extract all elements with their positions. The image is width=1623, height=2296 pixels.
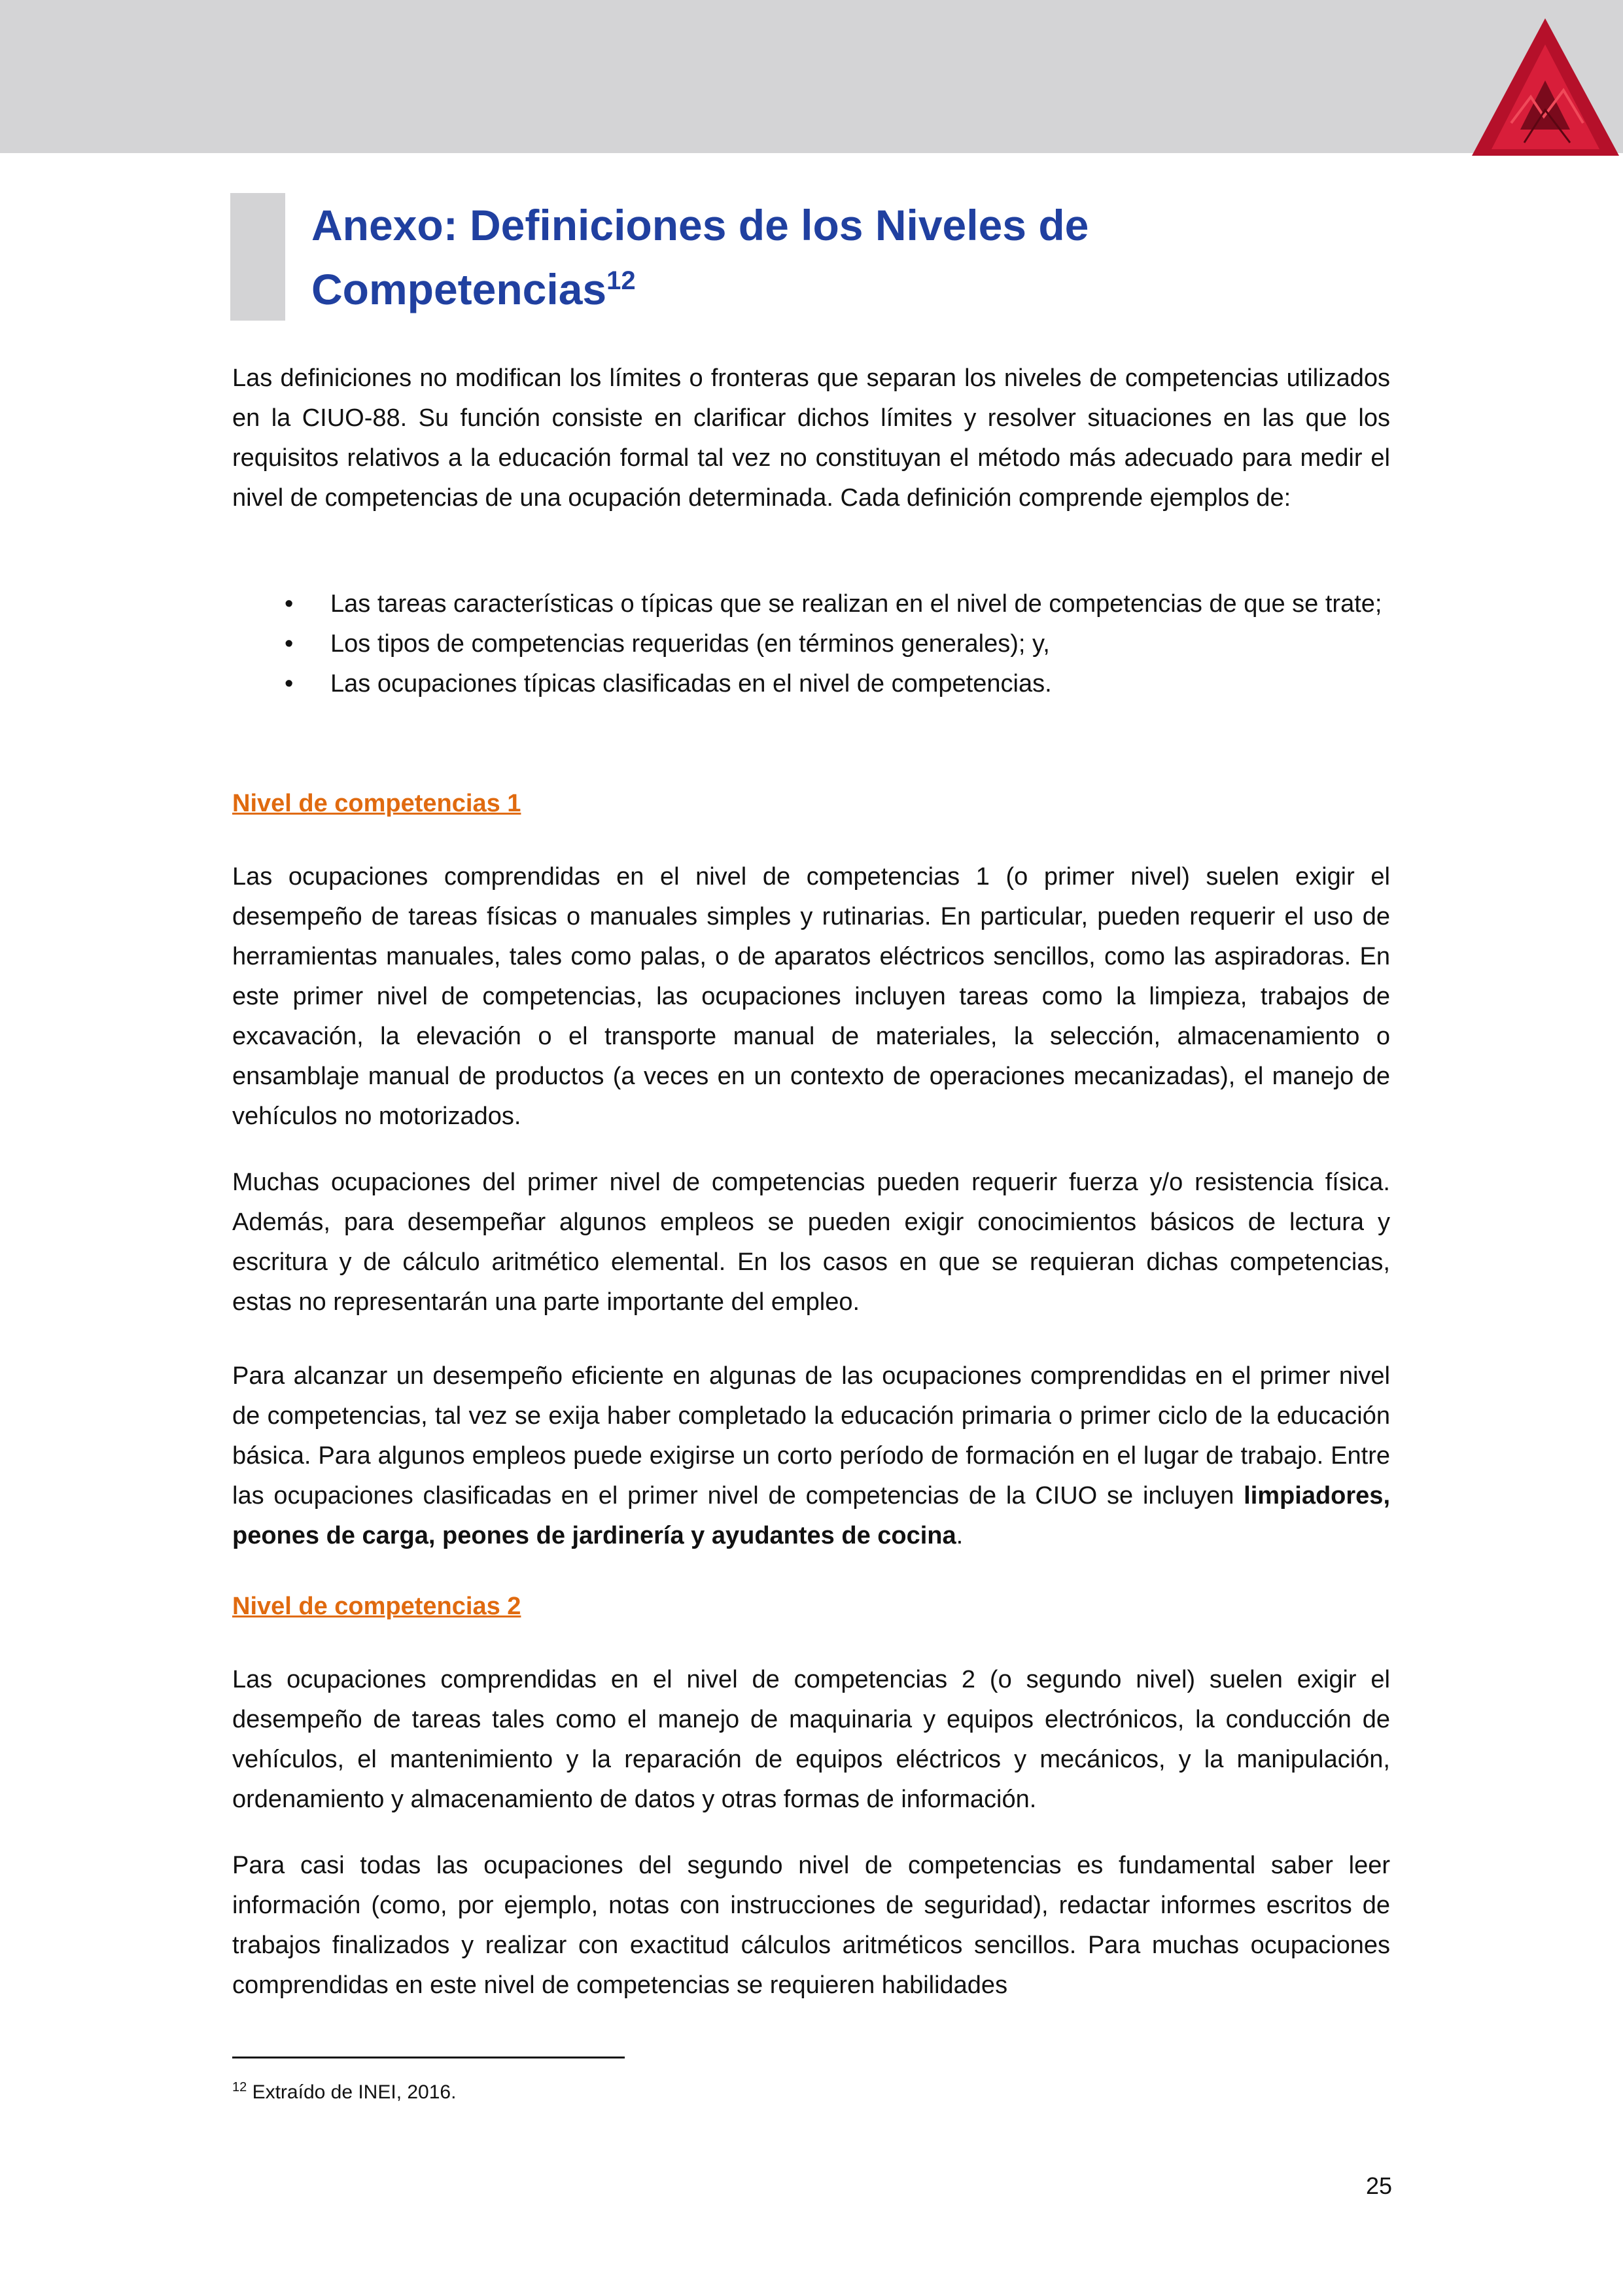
level-2-paragraph-2: Para casi todas las ocupaciones del segundo nivel de competencias es fundamental saber leer información (como, por ejemplo, notas con instrucciones de seguridad), redactar informes escritos de trabajos finalizados y realizar con exactitud cálculos aritméticos sencillos. Para muchas ocupaciones comprendidas en este nivel de competencias se requieren habilidades — [232, 1852, 1390, 1999]
footnote — [232, 2074, 456, 2106]
footnote-number: 12 — [232, 2080, 247, 2094]
footnote-text: Extraído de INEI, 2016. — [247, 2081, 457, 2103]
bullet-icon: • — [285, 590, 294, 618]
title-block — [230, 193, 1473, 321]
title-footnote-ref: 12 — [606, 266, 636, 295]
level-2-paragraph-1: Las ocupaciones comprendidas en el nivel de competencias 2 (o segundo nivel) suelen exigir el desempeño de tareas tales como el manejo de maquinaria y equipos electrónicos, la conducción de vehículos, el mantenimiento y la reparación de equipos eléctricos y mecánicos, y la manipulación, ordenamiento y almacenamiento de datos y otras formas de información. — [232, 1666, 1390, 1813]
title-line-2: Competencias — [311, 265, 607, 313]
logo-triangle-icon — [1472, 18, 1619, 156]
list-item: • Las tareas características o típicas que se realizan en el nivel de competencias de que se trate; — [232, 584, 1390, 624]
footnote-separator — [232, 2057, 625, 2058]
intro-paragraph: Las definiciones no modifican los límites o fronteras que separan los niveles de competencias utilizados en la CIUO-88. Su función consiste en clarificar dichos límites y resolver situaciones en las que los requisitos relativos a la educación formal tal vez no constituyan el método más adecuado para medir el nivel de competencias de una ocupación determinada. Cada definición comprende ejemplos de: — [232, 364, 1390, 512]
title-line-1: Anexo: Definiciones de los Niveles de — [311, 201, 1089, 249]
page-title — [311, 193, 1089, 321]
list-item: • Los tipos de competencias requeridas (en términos generales); y, — [232, 624, 1390, 664]
level-1-paragraph-3: Para alcanzar un desempeño eficiente en algunas de las ocupaciones comprendidas en el primer nivel de competencias, tal vez se exija haber completado la educación primaria o primer ciclo de la educación básica. Para algunos empleos puede exigirse un corto período de formación en el lugar de trabajo. Entre las ocupaciones clasificadas en el primer nivel de competencias de la CIUO se incluyen limpiadores, peones de carga, peones de jardinería y ayudantes de cocina. — [232, 1362, 1390, 1549]
bullet-icon: • — [285, 670, 294, 698]
level-1-heading: Nivel de competencias 1 — [232, 790, 521, 817]
level-1-paragraph-1: Las ocupaciones comprendidas en el nivel de competencias 1 (o primer nivel) suelen exigir el desempeño de tareas físicas o manuales simples y rutinarias. En particular, pueden requerir el uso de herramientas manuales, tales como palas, o de aparatos eléctricos sencillos, como las aspiradoras. En este primer nivel de competencias, las ocupaciones incluyen tareas como la limpieza, trabajos de excavación, la elevación o el transporte manual de materiales, la selección, almacenamiento o ensamblaje manual de productos (a veces en un contexto de operaciones mecanizadas), el manejo de vehículos no motorizados. — [232, 863, 1390, 1130]
level-1-occupations-bold: limpiadores, peones de carga, peones de jardinería y ayudantes de cocina — [232, 1482, 1390, 1549]
header-band — [0, 0, 1623, 153]
level-1-paragraph-2: Muchas ocupaciones del primer nivel de competencias pueden requerir fuerza y/o resistencia física. Además, para desempeñar algunos empleos se pueden exigir conocimientos básicos de lectura y escritura y de cálculo aritmético elemental. En los casos en que se requieran dichas competencias, estas no representarán una parte importante del empleo. — [232, 1169, 1390, 1316]
title-accent-bar — [230, 193, 285, 321]
page-number: 25 — [1365, 2172, 1392, 2199]
bullet-icon: • — [285, 630, 294, 658]
bullet-list — [232, 584, 1390, 704]
list-item: • Las ocupaciones típicas clasificadas en el nivel de competencias. — [232, 664, 1390, 704]
level-2-heading: Nivel de competencias 2 — [232, 1593, 521, 1620]
